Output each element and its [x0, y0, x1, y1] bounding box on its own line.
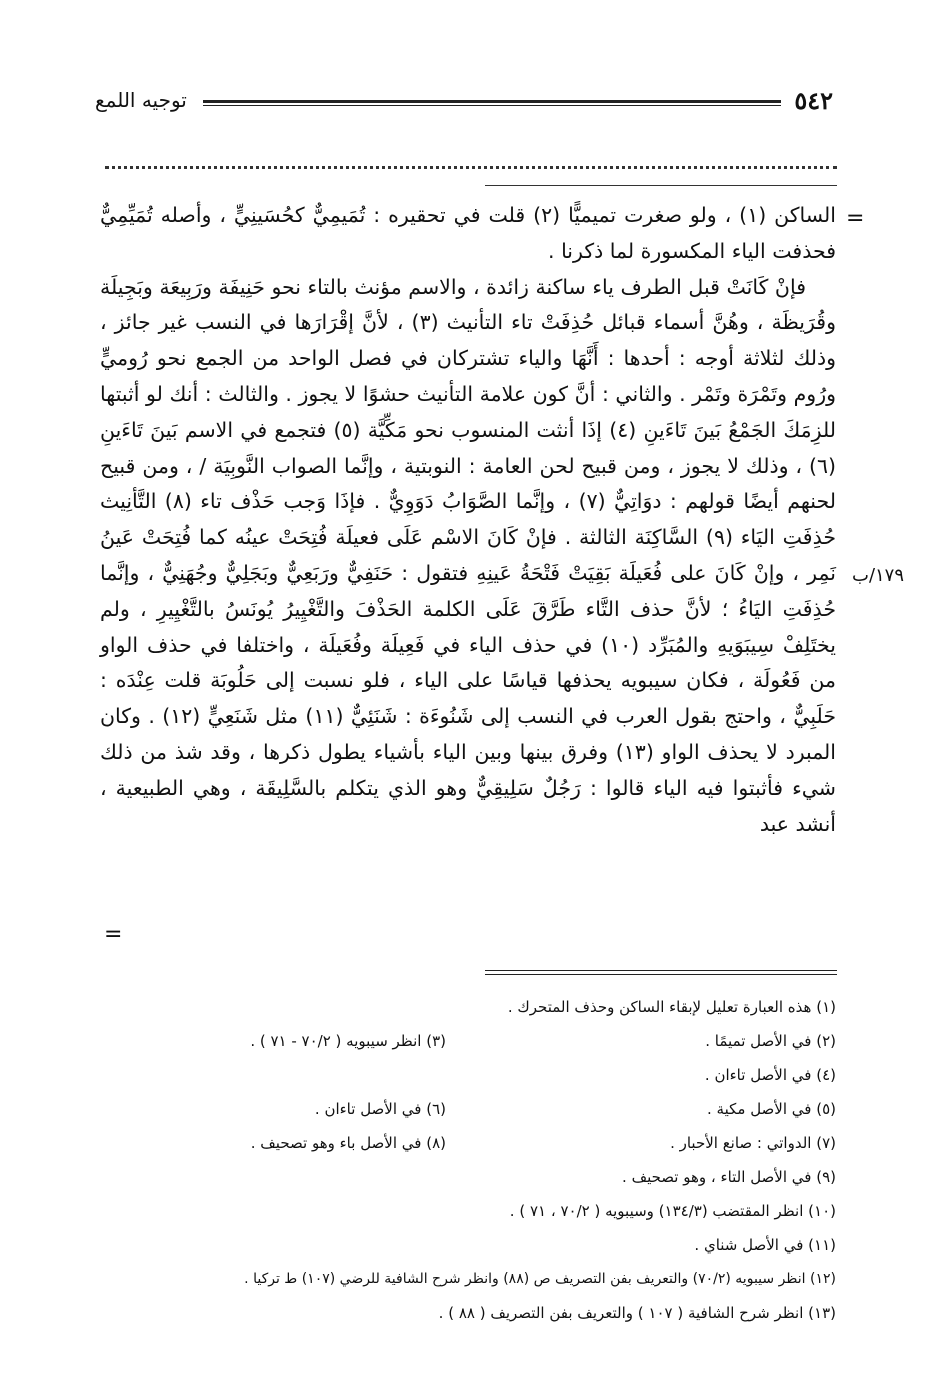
footnote-row [100, 1262, 836, 1296]
dotted-separator [105, 166, 837, 169]
footnote-row [100, 990, 836, 1024]
footnote-row [100, 1058, 836, 1092]
footnote: (١٢) انظر سيبويه (٧٠/٢) والتعريف بفن التصريف ص (٨٨) وانظر شرح الشافية للرضي (١٠٧) ط تركيا . [244, 1271, 836, 1287]
continuation-mark-start: = [846, 206, 865, 231]
page-number: ٥٤٢ [794, 86, 833, 115]
footnote: (٧) الدواتي : صانع الأحبار . [670, 1134, 836, 1152]
footnote-row [100, 1296, 836, 1330]
paragraph: فإنْ كَانَتْ قبل الطرف ياء ساكنة زائدة ، والاسم مؤنث بالتاء نحو حَنِيفَة ورَبِيعَة وبَجِيلَة وقُرَيظَة ، وهُنَّ أسماء قبائل حُذِفَتْ تاء التأنيث (٣) ، لأنَّ إقْرَارَها في النسب غير جائز ، وذلك لثلاثة أوجه : أحدها : أَنَّهَا والياء تشتركان في فصل الواحد من الجمع نحو رُوميٍّ ورُوم وتَمْرَة وتَمْر . والثاني : أنَّ كون علامة التأنيث حشوًا لا يجوز . والثالث : أنك لو أثبتها للزِمَكَ الجَمْعُ بَينَ تَاءَينِ (٤) إذَا أنثت المنسوب نحو مَكِّيَّة (٥) فتجمع في الاسم بَينَ تَاءَينِ (٦) ، وذلك لا يجوز ، ومن قبيح لحن العامة : النوبتية ، وإنَّما الصواب النَّوبِيَة / ، ومن قبيح لحنهم أيضًا قولهم : دوَاتِيٌّ (٧) ، وإنَّما الصَّوَابُ دَوَوِيٌّ . فإذَا وَجب حَذْف تاء (٨) التَّأنِيث حُذِفَتِ اليَاء (٩) السَّاكِنَة الثالثة . فإنْ كَانَ الاسْم عَلَى فعيلَة فُتِحَتْ عينُه كما فُتِحَتْ عَينُ نَمِر ، وإنْ كَانَ على فُعَيلَة بَقِيَتْ فَتْحَةُ عَينِهِ فتقول : حَنَفِيٌّ ورَبَعِيٌّ وبَجَلِيٌّ وجُهَنِيٌّ ، وإنَّما حُذِفَتِ اليَاءُ ؛ لأنَّ حذف التَّاء طَرَّقَ عَلَى الكلمة الحَذْفَ والتَّغْيِيرُ يُونَسُ بالتَّغْيِيرِ ، ولم يختَلِفْ سِيبَوَيهِ والمُبَرِّد (١٠) في حذف الياء في فَعِيلَة وفُعَيلَة ، واختلفا في حذف الواو من فَعُولَة ، فكان سيبويه يحذفها قياسًا على الياء ، فلو نسبت إلى حَلُوبَة قلت عِنْدَه : حَلَبِيٌّ ، واحتج بقول العرب في النسب إلى شَنُوءَة : شَنَئِيٌّ (١١) مثل شَنَعِيٍّ (١٢) . وكان المبرد لا يحذف الواو (١٣) وفرق بينها وبين الياء بأشياء يطول ذكرها ، وقد شذ من ذلك شيء فأثبتوا فيه الياء قالوا : رَجُلٌ سَلِيقِيٌّ وهو الذي يتكلم بالسَّلِيقَة ، وهي الطبيعية ، أنشد عبد [100, 274, 837, 836]
footnote: (٥) في الأصل مكية . [707, 1100, 836, 1118]
continuation-mark-end: = [104, 922, 123, 947]
page-header [95, 82, 833, 122]
running-title: توجيه اللمع [95, 88, 187, 112]
footnote-row [100, 1024, 836, 1058]
footnote-row [100, 1228, 836, 1262]
footnote: (٤) في الأصل تاءان . [704, 1066, 836, 1084]
footnote: (١١) في الأصل شناي . [694, 1236, 836, 1254]
footnote-row [100, 1160, 836, 1194]
footnote: (٣) انظر سيبويه ( ٧٠/٢ - ٧١ ) . [250, 1032, 446, 1050]
footnote-rule [485, 970, 837, 975]
header-rule [203, 100, 781, 106]
paragraph: الساكن (١) ، ولو صغرت تميميًّا (٢) قلت في تحقيره : تُمَيمِيٌّ كحُسَينِيٍّ ، وأصله تُمَيِّمِيٌّ فحذفت الياء المكسورة لما ذكرنا . [100, 203, 836, 263]
main-text [100, 198, 836, 842]
separator-rule [485, 185, 837, 186]
footnote: (١) هذه العبارة تعليل لإبقاء الساكن وحذف المتحرك . [507, 998, 836, 1016]
manuscript-folio-marker: ١٧٩/ب [852, 565, 905, 586]
footnote: (١٠) انظر المقتضب (١٣٤/٣) وسيبويه ( ٧٠/٢ ، ٧١ ) . [509, 1202, 836, 1220]
footnote: (٢) في الأصل تميمًا . [705, 1032, 836, 1050]
footnote: (١٣) انظر شرح الشافية ( ١٠٧ ) والتعريف بفن التصريف ( ٨٨ ) . [438, 1304, 836, 1322]
footnotes [100, 990, 836, 1330]
footnote: (٦) في الأصل تاءان . [314, 1100, 446, 1118]
footnote: (٩) في الأصل التاء ، وهو تصحيف . [622, 1168, 836, 1186]
footnote-row [100, 1092, 836, 1126]
footnote: (٨) في الأصل باء وهو تصحيف . [250, 1134, 446, 1152]
footnote-row [100, 1126, 836, 1160]
footnote-row [100, 1194, 836, 1228]
